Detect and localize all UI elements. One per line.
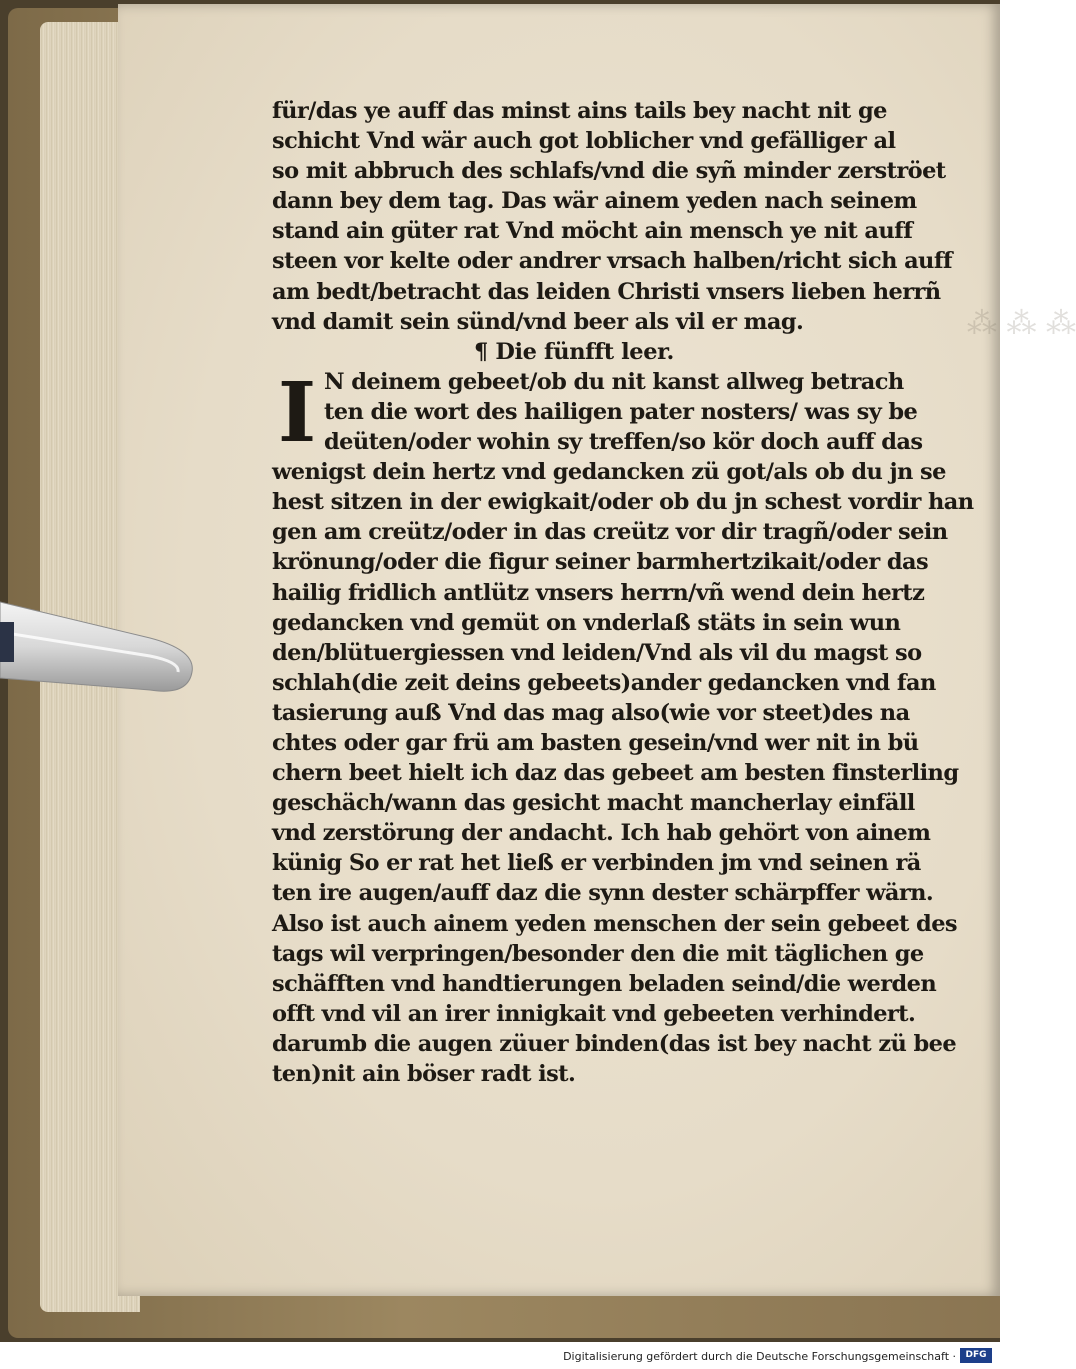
text-line: N deinem gebeet/ob du nit kanst allweg betrach: [324, 368, 904, 395]
text-line: am bedt/betracht das leiden Christi vnsers lieben herrñ: [272, 278, 941, 305]
text-line: stand ain güter rat Vnd möcht ain mensch ye nit auff: [272, 218, 913, 245]
show-through-text: ⁂ ⁂ ⁂: [966, 306, 1076, 341]
text-line: hest sitzen in der ewigkait/oder ob du jn schest vordir han: [272, 489, 974, 516]
text-line: für/das ye auff das minst ains tails bey nacht nit ge: [272, 98, 887, 124]
section-heading: ¶ Die fünfft leer.: [474, 338, 674, 365]
text-line: ten die wort des hailigen pater nosters/ was sy be: [324, 398, 918, 425]
text-line: den/blütuergiessen vnd leiden/Vnd als vil du magst so: [272, 639, 922, 666]
text-line: geschäch/wann das gesicht macht mancherlay einfäll: [272, 790, 915, 817]
decorated-initial: I: [277, 364, 317, 461]
text-line: tasierung auß Vnd das mag also(wie vor steet)des na: [272, 699, 910, 726]
footer-credit: Digitalisierung gefördert durch die Deutsche Forschungsgemeinschaft ·: [563, 1350, 956, 1363]
text-line: vnd zerstörung der andacht. Ich hab gehört von ainem: [272, 820, 931, 847]
text-line: vnd damit sein sünd/vnd beer als vil er mag.: [272, 308, 804, 335]
initial-indented-lines: [272, 364, 923, 461]
text-line: darumb die augen züuer binden(das ist bey nacht zü bee: [272, 1030, 957, 1057]
paragraph-body: [272, 457, 974, 1089]
text-line: dann bey dem tag. Das wär ainem yeden nach seinem: [272, 188, 917, 215]
text-line: chtes oder gar frü am basten gesein/vnd wer nit in bü: [272, 729, 919, 756]
text-line: krönung/oder die figur seiner barmhertzikait/oder das: [272, 549, 929, 576]
text-line: hailig fridlich antlütz vnsers herrn/vñ wend dein hertz: [272, 579, 925, 606]
text-line: offt vnd vil an irer innigkait vnd gebeeten verhindert.: [272, 1000, 916, 1027]
text-line: deüten/oder wohin sy treffen/so kör doch auff das: [324, 429, 923, 456]
text-line: schäfften vnd handtierungen beladen seind/die werden: [272, 970, 937, 997]
text-line: so mit abbruch des schlafs/vnd die syñ minder zerströet: [272, 158, 946, 185]
dfg-logo: DFG: [960, 1348, 992, 1363]
text-line: Also ist auch ainem yeden menschen der sein gebeet des: [272, 910, 957, 937]
text-line: schicht Vnd wär auch got loblicher vnd gefälliger al: [272, 128, 896, 155]
text-line: gedancken vnd gemüt on vnderlaß stäts in sein wun: [272, 609, 901, 636]
footer-bar: [0, 1344, 1000, 1369]
text-line: tags wil verpringen/besonder den die mit täglichen ge: [272, 940, 924, 967]
paragraph-before-heading: [272, 96, 952, 337]
text-line: chern beet hielt ich daz das gebeet am besten finsterling: [272, 760, 959, 787]
text-line: ten ire augen/auff daz die synn dester schärpffer wärn.: [272, 880, 934, 907]
text-line: schlah(die zeit deins gebeets)ander gedancken vnd fan: [272, 669, 936, 696]
page-holder-icon: [0, 592, 196, 704]
text-line: steen vor kelte oder andrer vrsach halben/richt sich auff: [272, 248, 952, 275]
page-text: [272, 96, 974, 1089]
text-line: künig So er rat het ließ er verbinden jm vnd seinen rä: [272, 850, 921, 877]
text-line: ten)nit ain böser radt ist.: [272, 1061, 576, 1087]
paragraph-with-initial: [272, 364, 923, 461]
text-line: wenigst dein hertz vnd gedancken zü got/als ob du jn se: [272, 459, 946, 486]
text-line: gen am creütz/oder in das creütz vor dir tragñ/oder sein: [272, 519, 948, 546]
